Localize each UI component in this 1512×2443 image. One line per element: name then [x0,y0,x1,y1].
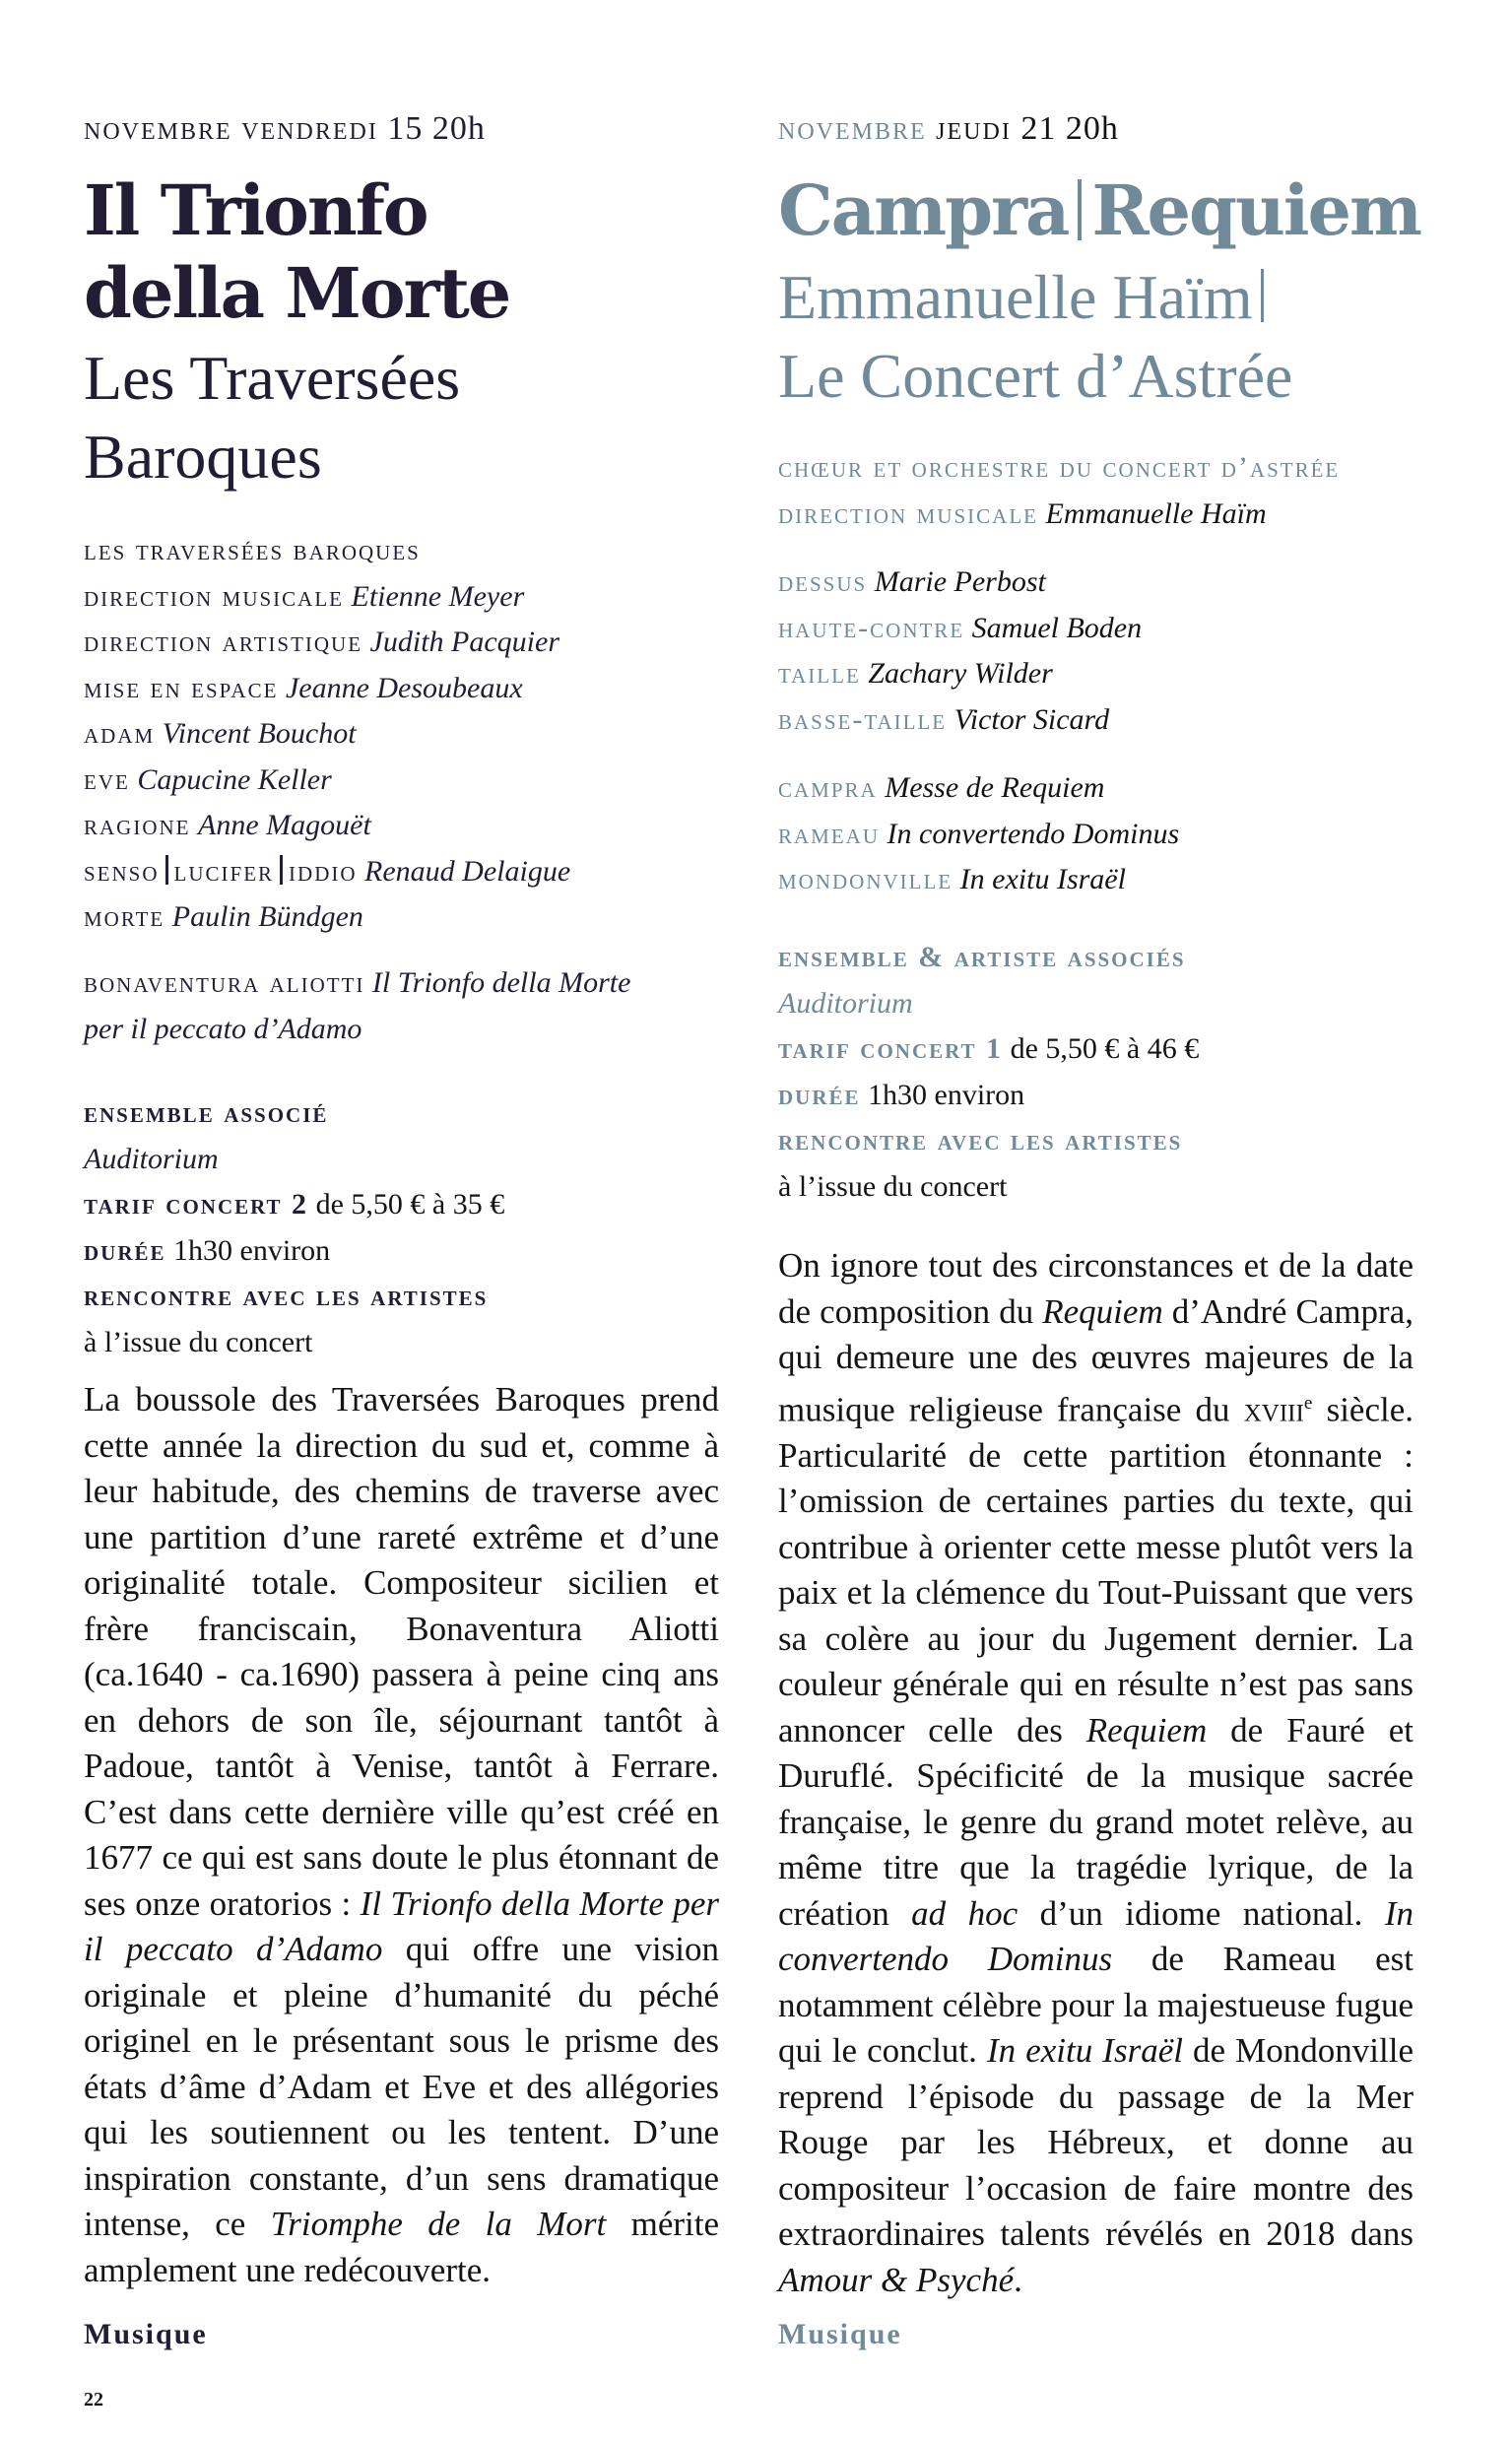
soloists-list [778,560,1142,743]
credit-item [84,528,570,574]
date-weekday: jeudi [936,110,1012,147]
credit-name: Zachary Wilder [868,657,1053,690]
credit-role: eve [84,762,130,796]
credit-role: direction artistique [84,626,363,658]
program-list [778,765,1179,903]
credit-role: direction musicale [84,579,344,613]
credit-name: Capucine Keller [137,762,332,796]
rencontre-label: rencontre avec les artistes [84,1280,489,1312]
credit-item [84,666,570,712]
program-composer: rameau [778,817,881,850]
credit-role: taille [778,657,861,690]
event-subtitle [84,339,460,496]
event-title [778,169,1420,252]
rencontre-label: rencontre avec les artistes [778,1124,1183,1156]
credit-role: basse-taille [778,702,948,736]
credit-item [84,849,570,895]
event-date [778,110,1119,148]
pipe-divider [1078,179,1082,240]
credit-item [84,711,570,758]
credit-name: Jeanne Desoubeaux [285,671,523,704]
program-work: per il peccato d’Adamo [84,1012,362,1045]
credit-role: morte [84,900,165,933]
program-composer: bonaventura aliotti [84,966,365,999]
credit-role: mise en espace [84,671,279,704]
ensemble-label: ensemble associé [84,1096,329,1129]
program-work: In convertendo Dominus [887,817,1180,850]
credit-name: Samuel Boden [971,611,1143,644]
credit-item [778,697,1142,744]
event-description: La boussole des Traversées Baroques prend cette année la direction du sud et, comme à leur habitude, des chemins de traverse avec une partition d’une rareté extrême et d’une originalité totale. Compositeur sicilien et frère franciscain, Bonaventura Aliotti (ca.1640 - ca.1690) passera à peine cinq ans en dehors de son île, séjournant tantôt à Padoue, tantôt à Venise, tantôt à Ferrare. C’est dans cette dernière ville qu’est créé en 1677 ce qui est sans doute le plus étonnant de ses onze oratorios : Il Trionfo della Morte per il peccato d’Adamo qui offre une vision originale et pleine d’humanité du péché originel en le présentant sous le prisme des états d’âme d’Adam et Eve et des allégories qui les soutiennent ou les tentent. D’une inspiration constante, d’un sens dramatique intense, ce Triomphe de la Mort mérite amplement une redécouverte. [84,1380,720,2289]
tarif-value: de 5,50 € à 46 € [1010,1032,1200,1065]
pipe-divider [280,855,283,885]
event-date [84,110,486,148]
subtitle-line: Emmanuelle Haïm [778,262,1253,332]
venue: Auditorium [778,986,913,1020]
program-list [84,960,630,1052]
date-weekday: vendredi [241,110,378,147]
credit-name: Emmanuelle Haïm [1045,496,1267,530]
program-item [84,1007,630,1053]
rencontre-value: à l’issue du concert [778,1169,1008,1203]
date-time: 20h [431,110,486,147]
credit-role: iddio [289,854,358,888]
tarif-label: tarif concert 2 [84,1188,309,1221]
program-item [84,960,630,1007]
credits-list [84,528,570,941]
credit-role: lucifer [173,854,275,888]
duree-label: durée [84,1233,166,1267]
event-title [84,169,509,335]
credit-name: Anne Magouët [198,809,371,841]
date-month: novembre [84,110,232,147]
credit-item [84,758,570,804]
subtitle-line: Le Concert d’Astrée [778,341,1293,411]
credit-name: Victor Sicard [953,702,1110,736]
duree-label: durée [778,1078,861,1111]
title-line: Il Trionfo [84,169,427,251]
credit-name: Vincent Bouchot [162,717,357,750]
credit-item [778,651,1142,697]
credit-role: chœur et orchestre du concert d’astrée [778,451,1341,484]
duree-value: 1h30 environ [173,1233,331,1267]
program-work: In exitu Israël [959,863,1126,895]
credit-name: Judith Pacquier [369,626,559,658]
program-item [778,765,1179,812]
program-composer: campra [778,771,878,804]
event-subtitle [778,258,1292,416]
category-label: Musique [84,2318,208,2350]
rencontre-value: à l’issue du concert [84,1325,313,1358]
credit-item [778,492,1340,538]
credits-list [778,445,1340,537]
credit-item [84,803,570,849]
credit-role: senso [84,854,160,888]
credit-role: adam [84,717,156,750]
ensemble-label: ensemble & artiste associés [778,941,1186,973]
tarif-value: de 5,50 € à 35 € [315,1188,505,1221]
program-composer: mondonville [778,863,953,895]
title-line: della Morte [84,252,510,334]
credit-item [84,894,570,941]
credit-item [778,445,1340,492]
credit-name: Marie Perbost [874,565,1046,598]
program-work: Il Trionfo della Morte [371,966,631,999]
date-time: 20h [1065,110,1119,147]
category-label: Musique [778,2318,902,2350]
credit-name: Renaud Delaigue [364,854,571,888]
duree-value: 1h30 environ [868,1078,1025,1111]
venue: Auditorium [84,1142,219,1175]
credit-item [84,574,570,621]
credit-name: Paulin Bündgen [171,900,363,933]
title-part: Campra [778,169,1069,251]
pipe-divider [1261,269,1264,322]
credit-role: ragione [84,809,191,841]
date-day: 15 [387,110,424,147]
subtitle-line: Les Traversées [84,343,461,413]
date-month: novembre [778,110,927,147]
program-item [778,812,1179,858]
credit-role: dessus [778,565,868,598]
page-number: 22 [84,2389,103,2410]
program-item [778,857,1179,903]
subtitle-line: Baroques [84,422,322,492]
event-description: On ignore tout des circonstances et de la date de composition du Requiem d’André Campra, qui demeure une des œuvres majeures de la musique religieuse française du xviii$^e$ siècle. Particularité de cette partition étonnante : l’omission de certaines parties du texte, qui contribue à orienter cette messe plutôt vers la paix et la clémence du Tout-Puissant que vers sa colère au jour du Jugement dernier. La couleur générale qui en résulte n’est pas sans annoncer celle des Requiem de Fauré et Duruflé. Spécificité de la musique sacrée française, le genre du grand motet relève, au même titre que la tragédie lyrique, de la création ad hoc d’un idiome national. In convertendo Dominus de Rameau est notamment célèbre pour la majestueuse fugue qui le conclut. In exitu Israël de Mondonville reprend l’épisode du passage de la Mer Rouge par les Hébreux, et donne au compositeur l’occasion de faire montre des extraordinaires talents révélés en 2018 dans Amour & Psyché. [778,1246,1413,2299]
credit-name: Etienne Meyer [351,579,525,613]
title-part: Requiem [1091,169,1421,251]
credit-item [84,620,570,666]
pipe-divider [165,855,168,885]
credit-item [778,560,1142,606]
tarif-label: tarif concert 1 [778,1032,1004,1065]
credit-item [778,606,1142,652]
credit-role: haute-contre [778,611,965,644]
credit-role: les traversées baroques [84,534,421,566]
event-info [84,1090,504,1365]
credit-role: direction musicale [778,496,1038,530]
program-work: Messe de Requiem [885,771,1105,804]
date-day: 21 [1020,110,1057,147]
event-info [778,935,1199,1210]
